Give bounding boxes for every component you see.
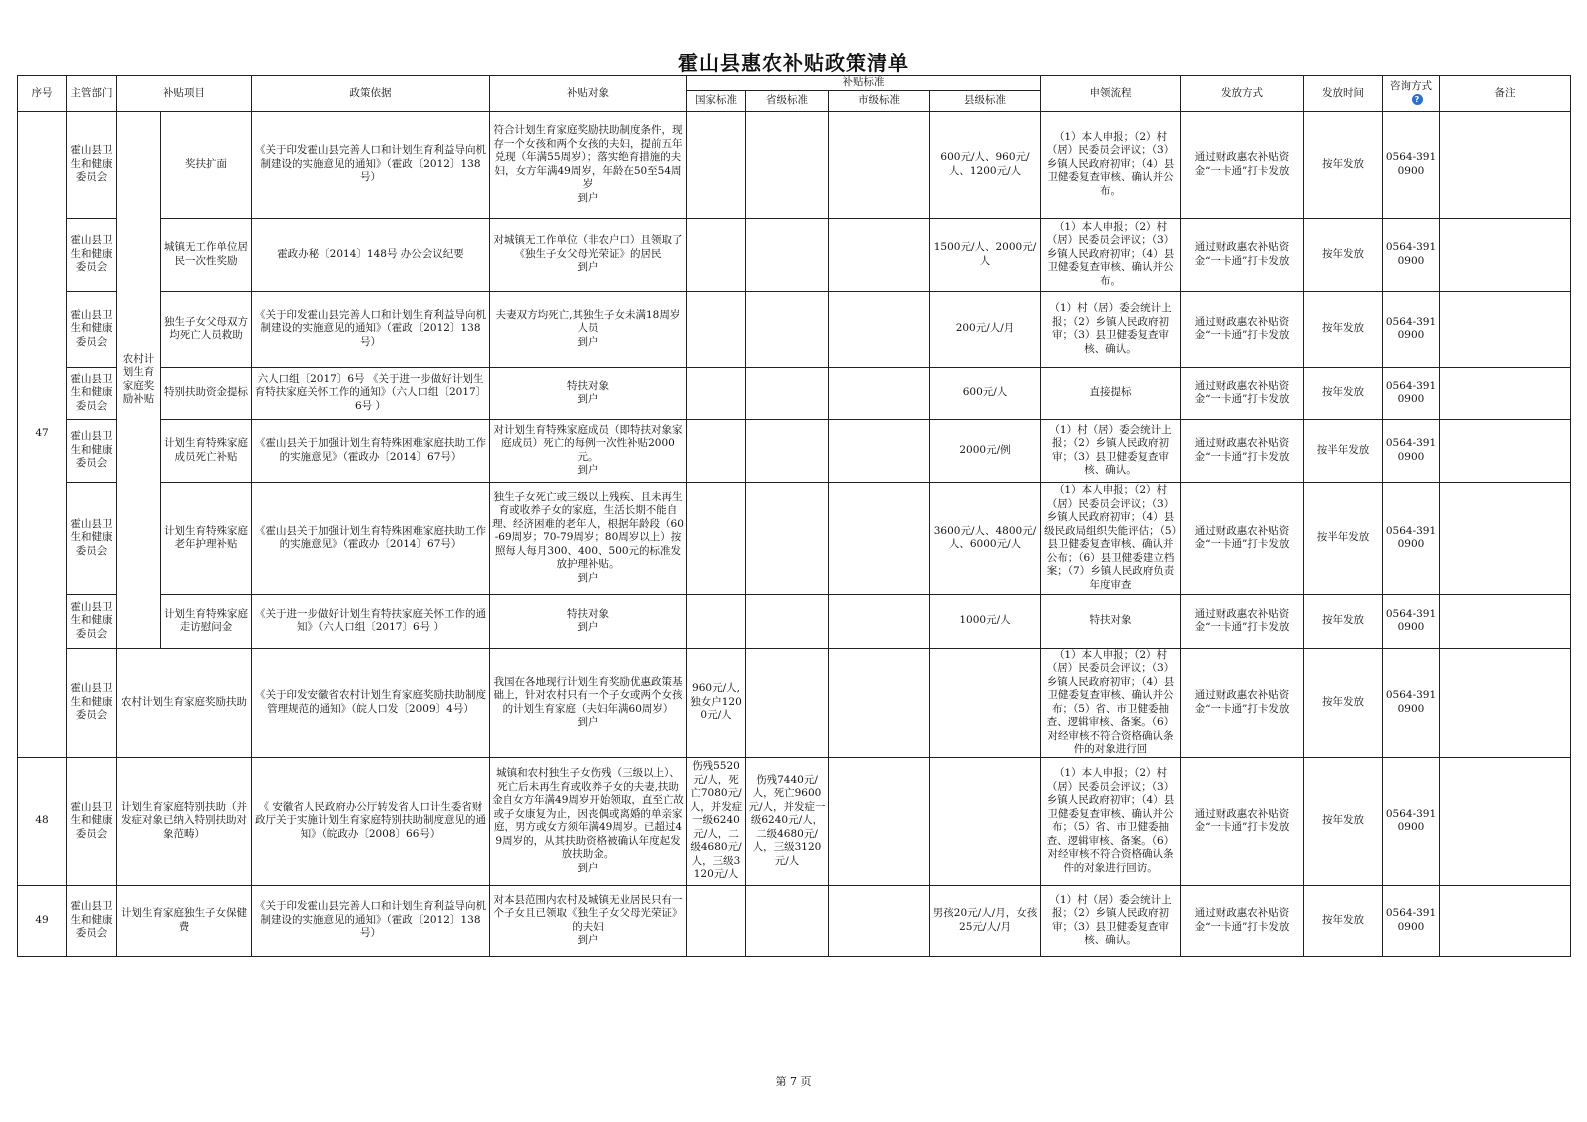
target-cell: 对本县范围内农村及城镇无业居民只有一个子女且已领取《独生子女父母光荣证》的夫妇 到户 (490, 885, 687, 956)
contact-cell: 0564-3910900 (1383, 419, 1440, 482)
national-cell (687, 419, 746, 482)
basis-cell: 六人口组〔2017〕6号 《关于进一步做好计划生育特扶家庭关怀工作的通知》（六人口组〔2017〕6号 ） (252, 367, 490, 419)
dept-cell: 霍山县卫生和健康委员会 (67, 482, 117, 594)
seq-cell: 47 (18, 111, 67, 757)
municipal-cell (829, 594, 930, 648)
remark-cell (1440, 885, 1571, 956)
item-cell: 独生子女父母双方均死亡人员救助 (161, 291, 252, 367)
process-cell: （1）村（居）委会统计上报；（2）乡镇人民政府初审；（3）县卫健委复查审核、确认。 (1041, 885, 1181, 956)
provincial-cell (746, 482, 829, 594)
basis-cell: 《关于印发霍山县完善人口和计划生育利益导向机制建设的实施意见的通知》（霍政〔2012〕138号） (252, 885, 490, 956)
category-cell: 农村计划生育家庭奖励补贴 (117, 111, 161, 648)
method-cell: 通过财政惠农补贴资金“一卡通”打卡发放 (1181, 111, 1304, 218)
national-cell (687, 885, 746, 956)
item-cell: 计划生育特殊家庭成员死亡补贴 (161, 419, 252, 482)
time-cell: 按年发放 (1304, 218, 1383, 291)
remark-cell (1440, 757, 1571, 885)
header-standard: 补贴标准 (687, 76, 1041, 91)
provincial-cell (746, 291, 829, 367)
county-cell (930, 648, 1041, 757)
basis-cell: 《关于印发霍山县完善人口和计划生育利益导向机制建设的实施意见的通知》（霍政〔2012〕138号） (252, 111, 490, 218)
header-basis: 政策依据 (252, 76, 490, 112)
provincial-cell (746, 367, 829, 419)
target-cell: 城镇和农村独生子女伤残（三级以上）、死亡后未再生育或收养子女的夫妻,扶助金自女方年满49周岁开始领取，直至亡故或子女康复为止，因丧偶或离婚的单亲家庭，男方或女方须年满49周岁。已超过49周岁的，从其扶助资格被确认年度起发放扶助金。 到户 (490, 757, 687, 885)
table-row (18, 482, 1571, 594)
municipal-cell (829, 367, 930, 419)
municipal-cell (829, 482, 930, 594)
target-cell: 对计划生育特殊家庭成员（即特扶对象家庭成员）死亡的每例一次性补贴2000元。 到户 (490, 419, 687, 482)
header-seq: 序号 (18, 76, 67, 112)
time-cell: 按年发放 (1304, 594, 1383, 648)
dept-cell: 霍山县卫生和健康委员会 (67, 367, 117, 419)
table-row (18, 291, 1571, 367)
method-cell: 通过财政惠农补贴资金“一卡通”打卡发放 (1181, 885, 1304, 956)
remark-cell (1440, 648, 1571, 757)
method-cell: 通过财政惠农补贴资金“一卡通”打卡发放 (1181, 482, 1304, 594)
contact-cell: 0564-3910900 (1383, 111, 1440, 218)
county-cell: 2000元/例 (930, 419, 1041, 482)
time-cell: 按半年发放 (1304, 482, 1383, 594)
county-cell: 600元/人、960元/人、1200元/人 (930, 111, 1041, 218)
target-cell: 特扶对象 到户 (490, 367, 687, 419)
municipal-cell (829, 218, 930, 291)
process-cell: （1）本人申报；（2）村（居）民委员会评议；（3）乡镇人民政府初审；（4）县卫健委复查审核、确认并公布；（5）省、市卫健委抽查、逻辑审核、备案。（6）对经审核不符合资格确认条件的对象进行回 (1041, 648, 1181, 757)
header-municipal: 市级标准 (829, 90, 930, 111)
time-cell: 按年发放 (1304, 367, 1383, 419)
provincial-cell (746, 885, 829, 956)
provincial-cell (746, 218, 829, 291)
basis-cell: 《关于进一步做好计划生育特扶家庭关怀工作的通知》（六人口组〔2017〕6号 ） (252, 594, 490, 648)
contact-cell: 0564-3910900 (1383, 367, 1440, 419)
time-cell: 按半年发放 (1304, 419, 1383, 482)
header-county: 县级标准 (930, 90, 1041, 111)
basis-cell: 《 安徽省人民政府办公厅转发省人口计生委省财政厅关于实施计划生育家庭特别扶助制度意见的通知》（皖政办〔2008〕66号） (252, 757, 490, 885)
table-row (18, 594, 1571, 648)
basis-cell: 霍政办秘〔2014〕148号 办公会议纪要 (252, 218, 490, 291)
provincial-cell (746, 111, 829, 218)
item-cell: 计划生育特殊家庭老年护理补贴 (161, 482, 252, 594)
policy-table (17, 75, 1571, 957)
seq-cell: 49 (18, 885, 67, 956)
page-number: 第 7 页 (775, 1075, 812, 1088)
target-cell: 特扶对象 到户 (490, 594, 687, 648)
method-cell: 通过财政惠农补贴资金“一卡通”打卡发放 (1181, 594, 1304, 648)
process-cell: （1）本人申报；（2）村（居）民委员会评议；（3）乡镇人民政府初审；（4）县卫健委复查审核、确认并公布。 (1041, 218, 1181, 291)
remark-cell (1440, 218, 1571, 291)
provincial-cell (746, 419, 829, 482)
table-row (18, 757, 1571, 885)
method-cell: 通过财政惠农补贴资金“一卡通”打卡发放 (1181, 419, 1304, 482)
header-item: 补贴项目 (117, 76, 252, 112)
table-row (18, 885, 1571, 956)
target-cell: 符合计划生育家庭奖励扶助制度条件，现存一个女孩和两个女孩的夫妇，提前五年兑现（年满55周岁）；落实绝育措施的夫妇，女方年满49周岁，年龄在50至54周岁 到户 (490, 111, 687, 218)
dept-cell: 霍山县卫生和健康委员会 (67, 291, 117, 367)
basis-cell: 《霍山县关于加强计划生育特殊困难家庭扶助工作的实施意见》（霍政办〔2014〕67号） (252, 419, 490, 482)
national-cell: 伤残5520元/人，死亡7080元/人，并发症一级6240元/人，二级4680元/人，三级3120元/人 (687, 757, 746, 885)
national-cell (687, 482, 746, 594)
method-cell: 通过财政惠农补贴资金“一卡通”打卡发放 (1181, 218, 1304, 291)
national-cell (687, 111, 746, 218)
dept-cell: 霍山县卫生和健康委员会 (67, 218, 117, 291)
seq-cell: 48 (18, 757, 67, 885)
item-cell: 计划生育特殊家庭走访慰问金 (161, 594, 252, 648)
process-cell: 特扶对象 (1041, 594, 1181, 648)
provincial-cell: 伤残7440元/人，死亡9600元/人，并发症一级6240元/人，二级4680元/人，三级3120元/人 (746, 757, 829, 885)
method-cell: 通过财政惠农补贴资金“一卡通”打卡发放 (1181, 291, 1304, 367)
header-national: 国家标准 (687, 90, 746, 111)
process-cell: （1）村（居）委会统计上报；（2）乡镇人民政府初审；（3）县卫健委复查审核、确认。 (1041, 419, 1181, 482)
county-cell: 1500元/人、2000元/人 (930, 218, 1041, 291)
table-row (18, 218, 1571, 291)
target-cell: 对城镇无工作单位（非农户口）且领取了《独生子女父母光荣证》的居民 到户 (490, 218, 687, 291)
table-row (18, 648, 1571, 757)
dept-cell: 霍山县卫生和健康委员会 (67, 419, 117, 482)
header-target: 补贴对象 (490, 76, 687, 112)
method-cell: 通过财政惠农补贴资金“一卡通”打卡发放 (1181, 757, 1304, 885)
basis-cell: 《关于印发安徽省农村计划生育家庭奖励扶助制度管理规范的通知》（皖人口发〔2009〕4号） (252, 648, 490, 757)
target-cell: 夫妻双方均死亡,其独生子女未满18周岁人员 到户 (490, 291, 687, 367)
remark-cell (1440, 594, 1571, 648)
basis-cell: 《霍山县关于加强计划生育特殊困难家庭扶助工作的实施意见》（霍政办〔2014〕67号） (252, 482, 490, 594)
table-row (18, 367, 1571, 419)
municipal-cell (829, 648, 930, 757)
process-cell: （1）村（居）委会统计上报；（2）乡镇人民政府初审；（3）县卫健委复查审核、确认。 (1041, 291, 1181, 367)
contact-cell: 0564-3910900 (1383, 482, 1440, 594)
basis-cell: 《关于印发霍山县完善人口和计划生育利益导向机制建设的实施意见的通知》（霍政〔2012〕138号） (252, 291, 490, 367)
remark-cell (1440, 291, 1571, 367)
time-cell: 按年发放 (1304, 291, 1383, 367)
target-cell: 我国在各地现行计划生育奖励优惠政策基础上，针对农村只有一个子女或两个女孩的计划生育家庭（夫妇年满60周岁） 到户 (490, 648, 687, 757)
item-cell: 城镇无工作单位居民一次性奖励 (161, 218, 252, 291)
dept-cell: 霍山县卫生和健康委员会 (67, 111, 117, 218)
time-cell: 按年发放 (1304, 648, 1383, 757)
contact-cell: 0564-3910900 (1383, 648, 1440, 757)
header-time: 发放时间 (1304, 76, 1383, 112)
provincial-cell (746, 594, 829, 648)
header-contact: 咨询方式? (1383, 76, 1440, 112)
time-cell: 按年发放 (1304, 111, 1383, 218)
municipal-cell (829, 419, 930, 482)
remark-cell (1440, 111, 1571, 218)
process-cell: （1）本人申报；（2）村（居）民委员会评议；（3）乡镇人民政府初审；（4）县卫健委复查审核、确认并公布。 (1041, 111, 1181, 218)
dept-cell: 霍山县卫生和健康委员会 (67, 885, 117, 956)
county-cell: 3600元/人、4800元/人、6000元/人 (930, 482, 1041, 594)
county-cell (930, 757, 1041, 885)
dept-cell: 霍山县卫生和健康委员会 (67, 757, 117, 885)
dept-cell: 霍山县卫生和健康委员会 (67, 648, 117, 757)
time-cell: 按年发放 (1304, 885, 1383, 956)
method-cell: 通过财政惠农补贴资金“一卡通”打卡发放 (1181, 367, 1304, 419)
process-cell: （1）本人申报；（2）村（居）民委员会评议；（3）乡镇人民政府初审；（4）县卫健委复查审核、确认并公布；（5）省、市卫健委抽查、逻辑审核、备案。（6）对经审核不符合资格确认条件的对象进行回访。 (1041, 757, 1181, 885)
header-process: 申领流程 (1041, 76, 1181, 112)
remark-cell (1440, 419, 1571, 482)
item-cell: 农村计划生育家庭奖励扶助 (117, 648, 252, 757)
municipal-cell (829, 757, 930, 885)
national-cell (687, 291, 746, 367)
national-cell (687, 367, 746, 419)
method-cell: 通过财政惠农补贴资金“一卡通”打卡发放 (1181, 648, 1304, 757)
national-cell (687, 218, 746, 291)
time-cell: 按年发放 (1304, 757, 1383, 885)
table-row (18, 419, 1571, 482)
contact-cell: 0564-3910900 (1383, 885, 1440, 956)
national-cell (687, 594, 746, 648)
item-cell: 特别扶助资金提标 (161, 367, 252, 419)
remark-cell (1440, 367, 1571, 419)
item-cell: 奖扶扩面 (161, 111, 252, 218)
contact-cell: 0564-3910900 (1383, 218, 1440, 291)
county-cell: 男孩20元/人/月，女孩25元/人/月 (930, 885, 1041, 956)
contact-cell: 0564-3910900 (1383, 594, 1440, 648)
process-cell: （1）本人申报；（2）村（居）民委员会评议；（3）乡镇人民政府初审；（4）县级民政局组织失能评估；（5）县卫健委复查审核、确认并公布；（6）县卫健委建立档案；（7）乡镇人民政府负责年度审查 (1041, 482, 1181, 594)
county-cell: 600元/人 (930, 367, 1041, 419)
county-cell: 200元/人/月 (930, 291, 1041, 367)
header-dept: 主管部门 (67, 76, 117, 112)
header-remark: 备注 (1440, 76, 1571, 112)
table-row (18, 111, 1571, 218)
national-cell: 960元/人,独女户1200元/人 (687, 648, 746, 757)
item-cell: 计划生育家庭特别扶助（并发症对象已纳入特别扶助对象范畴） (117, 757, 252, 885)
county-cell: 1000元/人 (930, 594, 1041, 648)
contact-cell: 0564-3910900 (1383, 291, 1440, 367)
process-cell: 直接提标 (1041, 367, 1181, 419)
dept-cell: 霍山县卫生和健康委员会 (67, 594, 117, 648)
municipal-cell (829, 111, 930, 218)
page-title: 霍山县惠农补贴政策清单 (678, 51, 909, 75)
municipal-cell (829, 291, 930, 367)
contact-cell: 0564-3910900 (1383, 757, 1440, 885)
question-icon[interactable]: ? (1412, 94, 1423, 105)
header-provincial: 省级标准 (746, 90, 829, 111)
target-cell: 独生子女死亡或三级以上残疾、且未再生育或收养子女的家庭，生活长期不能自理、经济困难的老年人，根据年龄段（60-69周岁；70-79周岁；80周岁以上）按照每人每月300、400、500元的标准发放护理补贴。 到户 (490, 482, 687, 594)
provincial-cell (746, 648, 829, 757)
header-method: 发放方式 (1181, 76, 1304, 112)
item-cell: 计划生育家庭独生子女保健费 (117, 885, 252, 956)
municipal-cell (829, 885, 930, 956)
remark-cell (1440, 482, 1571, 594)
